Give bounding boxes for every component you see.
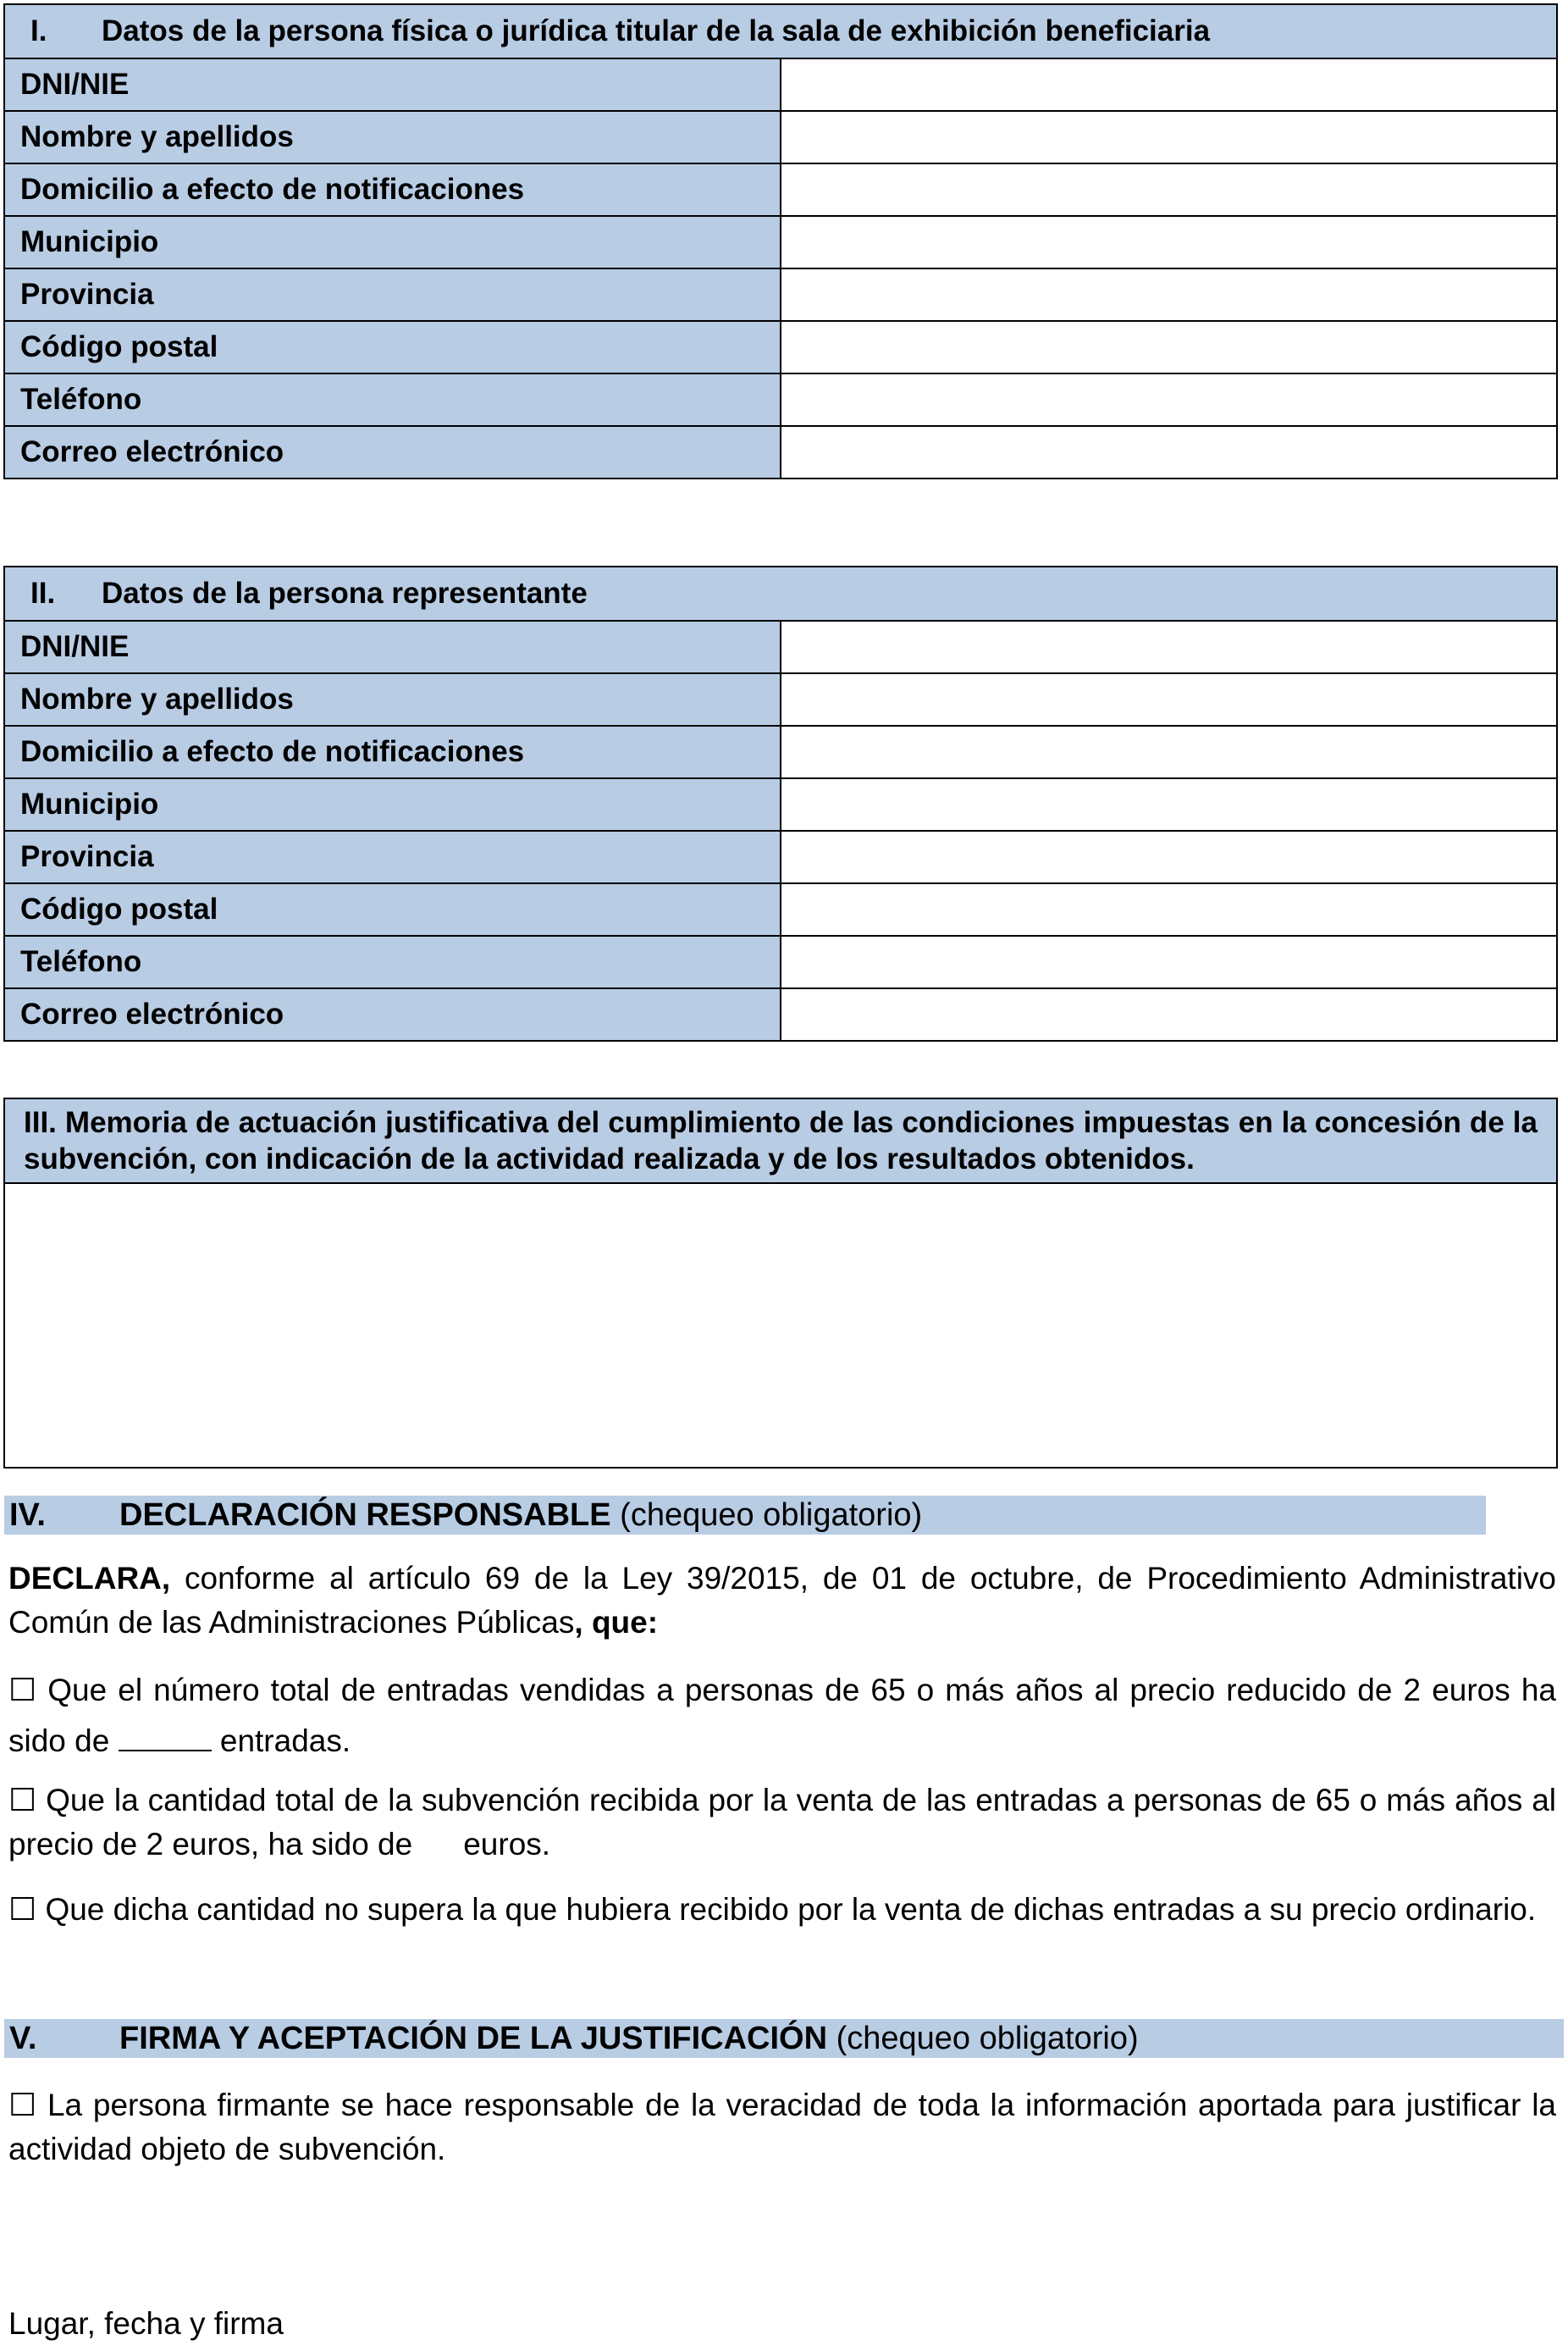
declara-text: conforme al artículo 69 de la Ley 39/2015, de 01 de octubre, de Procedimiento Administrativo Común de las Administraciones Públicas (8, 1561, 1556, 1640)
field-label-telefono: Teléfono (4, 936, 781, 988)
firma-item-text: La persona firmante se hace responsable de la veracidad de toda la información aportada para justificar la actividad objeto de subvención. (8, 2088, 1556, 2166)
s2-provincia-input[interactable] (797, 841, 1541, 874)
section-5-header (4, 2019, 1564, 2058)
s1-domicilio-input[interactable] (797, 174, 1541, 207)
checkbox-veracidad[interactable]: ☐ (8, 2088, 37, 2122)
section-3-header: III. Memoria de actuación justificativa del cumplimiento de las condiciones impuestas en la concesión de la subvención, con indicación de la actividad realizada y de los resultados obtenidos. (4, 1098, 1557, 1183)
declaration-item-3 (8, 1885, 1556, 1934)
field-label-nombre: Nombre y apellidos (4, 673, 781, 726)
field-label-correo: Correo electrónico (4, 426, 781, 478)
declara-end: , que: (574, 1605, 659, 1640)
section-5-title: FIRMA Y ACEPTACIÓN DE LA JUSTIFICACIÓN (119, 2021, 828, 2056)
section-4-header (4, 1496, 1486, 1535)
item-1-text-b: entradas. (211, 1723, 351, 1758)
memoria-area-cell (4, 1183, 1557, 1468)
s2-telefono-input[interactable] (797, 946, 1541, 979)
s2-codigo-postal-input[interactable] (797, 893, 1541, 927)
section-1-table (3, 3, 1558, 479)
signature-label: Lugar, fecha y firma (8, 2306, 284, 2341)
firma-item (8, 2083, 1556, 2171)
section-1-title: Datos de la persona física o jurídica titular de la sala de exhibición beneficiaria (102, 14, 1211, 47)
field-label-codigo-postal: Código postal (4, 321, 781, 373)
s2-nombre-input[interactable] (797, 683, 1541, 716)
section-3-table (3, 1098, 1558, 1469)
field-label-nombre: Nombre y apellidos (4, 111, 781, 163)
section-1-header (4, 4, 1557, 58)
item-3-text: Que dicha cantidad no supera la que hubiera recibido por la venta de dichas entradas a su precio ordinario. (36, 1892, 1537, 1927)
field-label-dni: DNI/NIE (4, 621, 781, 673)
checkbox-entradas[interactable]: ☐ (8, 1673, 37, 1707)
s2-domicilio-input[interactable] (797, 736, 1541, 769)
section-2-number: II. (30, 577, 56, 610)
section-5-note: (chequeo obligatorio) (836, 2021, 1139, 2056)
declaration-item-2 (8, 1778, 1556, 1867)
s1-telefono-input[interactable] (797, 384, 1541, 417)
s1-provincia-input[interactable] (797, 279, 1541, 312)
checkbox-cantidad[interactable]: ☐ (8, 1783, 37, 1817)
memoria-textarea[interactable] (5, 1183, 1556, 1463)
section-2-table (3, 566, 1558, 1042)
s1-nombre-input[interactable] (797, 121, 1541, 154)
s1-municipio-input[interactable] (797, 226, 1541, 259)
declara-paragraph (8, 1557, 1556, 1645)
field-label-municipio: Municipio (4, 778, 781, 831)
declaration-item-1 (8, 1665, 1556, 1767)
field-label-municipio: Municipio (4, 216, 781, 268)
field-label-correo: Correo electrónico (4, 988, 781, 1041)
item-2-text-b: euros. (463, 1827, 551, 1861)
field-label-domicilio: Domicilio a efecto de notificaciones (4, 726, 781, 778)
field-label-domicilio: Domicilio a efecto de notificaciones (4, 163, 781, 216)
field-label-dni: DNI/NIE (4, 58, 781, 111)
section-2-title: Datos de la persona representante (102, 577, 588, 610)
declara-bold: DECLARA, (8, 1561, 171, 1596)
field-label-provincia: Provincia (4, 831, 781, 883)
field-label-provincia: Provincia (4, 268, 781, 321)
section-4-title: DECLARACIÓN RESPONSABLE (119, 1497, 611, 1533)
s2-municipio-input[interactable] (797, 788, 1541, 821)
s1-codigo-postal-input[interactable] (797, 331, 1541, 364)
section-5-number: V. (9, 2021, 37, 2056)
checkbox-no-supera[interactable]: ☐ (8, 1892, 37, 1927)
s1-dni-input[interactable] (797, 69, 1541, 102)
entradas-blank[interactable] (119, 1724, 212, 1751)
section-4-number: IV. (9, 1497, 46, 1533)
field-label-telefono: Teléfono (4, 373, 781, 426)
section-2-header (4, 567, 1557, 621)
section-4-note: (chequeo obligatorio) (620, 1497, 923, 1533)
item-2-text-a: Que la cantidad total de la subvención recibida por la venta de las entradas a personas de 65 o más años al precio de 2 euros, ha sido de (8, 1783, 1556, 1861)
s1-correo-input[interactable] (797, 436, 1541, 469)
s2-dni-input[interactable] (797, 631, 1541, 664)
section-1-number: I. (30, 14, 47, 47)
item-1-text-a: Que el número total de entradas vendidas a personas de 65 o más años al precio reducido de 2 euros ha sido de (8, 1673, 1556, 1758)
field-label-codigo-postal: Código postal (4, 883, 781, 936)
s2-correo-input[interactable] (797, 998, 1541, 1032)
